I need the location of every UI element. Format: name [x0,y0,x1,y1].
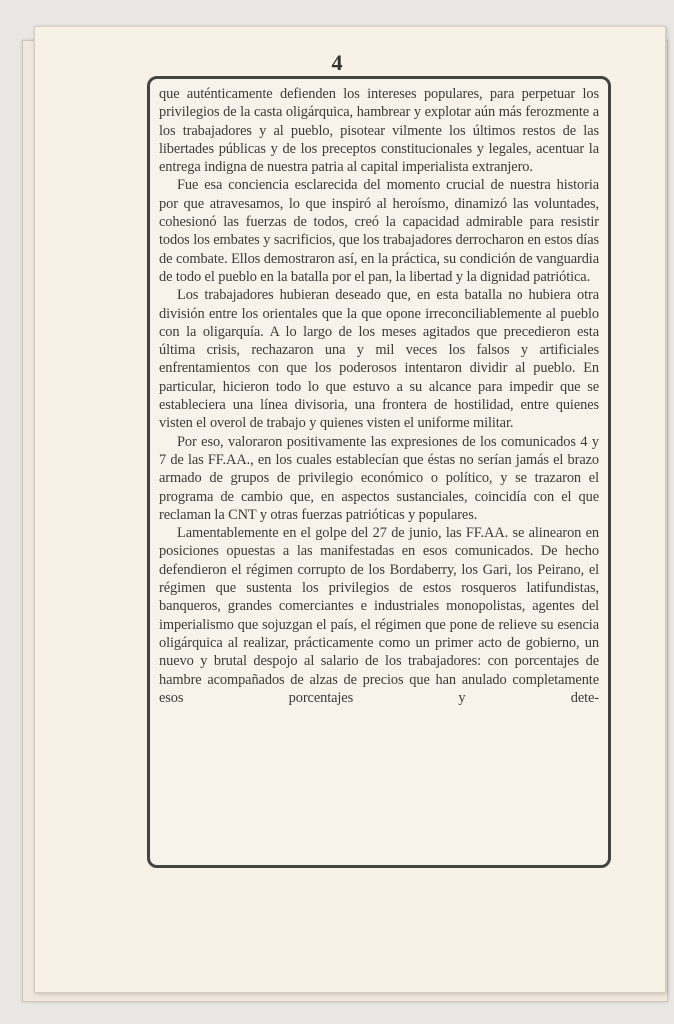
text-frame [147,76,611,868]
paragraph-2: Fue esa conciencia esclarecida del momento crucial de nuestra historia por que atravesamos, lo que inspiró al heroísmo, dinamizó las voluntades, cohesionó las fuerzas de todos, creó la capacidad admirable para resistir todos los embates y sacrificios, que los trabajadores derrocharon en estos días de combate. Ellos demostraron así, en la práctica, su condición de vanguardia de todo el pueblo en la batalla por el pan, la libertad y la dignidad patriótica. [159,177,599,285]
paragraph-1: que auténticamente defienden los intereses populares, para perpetuar los privilegios de la casta oligárquica, hambrear y explotar aún más ferozmente a los trabajadores y al pueblo, pisotear vilmente los últimos restos de las libertades públicas y de los preceptos constitucionales y legales, acentuar la entrega indigna de nuestra patria al capital imperialista extranjero. [159,86,599,176]
paragraph-3: Los trabajadores hubieran deseado que, en esta batalla no hubiera otra división entre los orientales que la que opone irreconciliablemente al pueblo con la oligarquía. A lo largo de los meses agitados que precedieron esta última crisis, rechazaron una y mil veces los falsos y artificiales enfrentamientos con que los poderosos intentaron dividir al pueblo. En particular, hicieron todo lo que estuvo a su alcance para impedir que se estableciera una línea divisoria, una frontera de hostilidad, entre quienes visten el overol de trabajo y quienes visten el uniforme militar. [159,287,599,432]
page-number: 4 [331,50,343,75]
paragraph-4: Por eso, valoraron positivamente las expresiones de los comunicados 4 y 7 de las FF.AA., en los cuales establecían que éstas no serían jamás el brazo armado de grupos de privilegio económico o político, y se trazaron el programa de cambio que, en aspectos sustanciales, coincidía con el que reclaman la CNT y otras fuerzas patrióticas y populares. [159,433,599,523]
paragraph-5: Lamentablemente en el golpe del 27 de junio, las FF.AA. se alinearon en posiciones opuestas a las manifestadas en esos comunicados. De hecho defendieron el régimen corrupto de los Bordaberry, los Gari, los Peirano, el régimen que sustenta los privilegios de estos rosqueros latifundistas, banqueros, grandes comerciantes e industriales monopolistas, agentes del imperialismo que sojuzgan el país, el régimen que pone de relieve su esencia oligárquica al realizar, prácticamente como un primer acto de gobierno, un nuevo y brutal despojo al salario de los trabajadores: con porcentajes de hambre acompañados de alzas de precios que han anulado completamente esos porcentajes y dete- [159,525,599,706]
